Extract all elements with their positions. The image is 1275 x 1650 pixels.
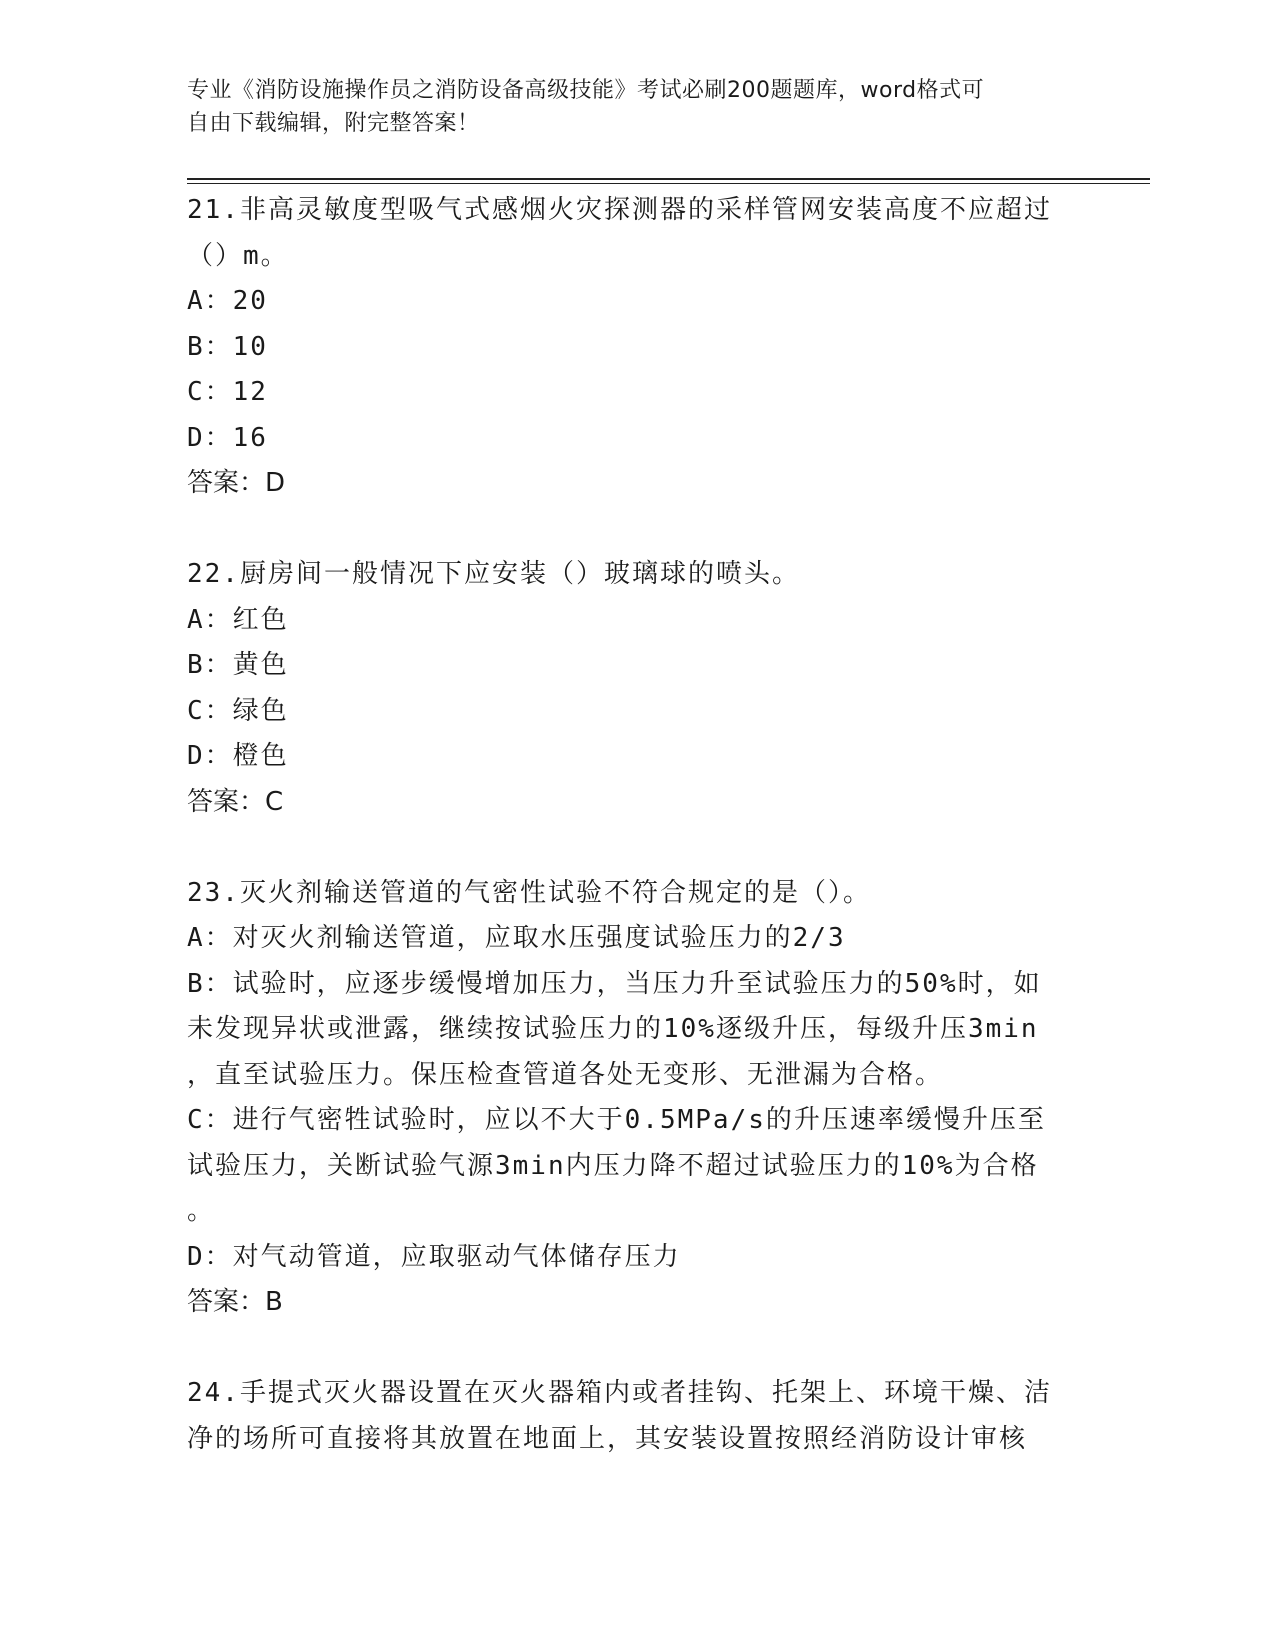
option-text-line: C：绿色 [187,695,289,726]
header-line-1: 专业《消防设施操作员之消防设备高级技能》考试必刷200题题库，word格式可 [187,78,985,103]
answer-line: 答案：B [187,1287,283,1317]
question-spacer [187,825,1087,871]
question-text-line: （）m。 [187,240,289,271]
option-text-line: D：16 [187,422,268,453]
question-spacer [187,507,1087,553]
option-text-line: A：20 [187,286,268,316]
question-block [187,552,1087,871]
option-text-line: 未发现异状或泄露，继续按试验压力的10%逐级升压，每级升压3min [187,1014,1039,1044]
option-text-line: ，直至试验压力。保压检查管道各处无变形、无泄漏为合格。 [187,1059,944,1090]
answer-line: 答案：C [187,786,284,817]
header-rule-thin [187,183,1150,184]
option-text-line: 。 [187,1196,216,1226]
document-header [187,74,1067,140]
option-text-line: B：试验时，应逐步缓慢增加压力，当压力升至试验压力的50%时，如 [187,968,1042,999]
question-list [187,188,1087,1462]
question-block [187,188,1087,552]
header-rule-thick [187,178,1150,180]
answer-line: 答案：D [187,468,286,498]
header-line-2: 自由下载编辑，附完整答案！ [187,111,480,136]
option-text-line: A：红色 [187,604,289,635]
question-text-line: 净的场所可直接将其放置在地面上，其安装设置按照经消防设计审核 [187,1423,1028,1454]
question-text-line: 23.灭火剂输送管道的气密性试验不符合规定的是（）。 [187,877,871,908]
question-text-line: 22.厨房间一般情况下应安装（）玻璃球的喷头。 [187,559,800,589]
option-text-line: D：橙色 [187,741,289,771]
question-block [187,871,1087,1372]
option-text-line: 试验压力，关断试验气源3min内压力降不超过试验压力的10%为合格 [187,1150,1039,1181]
question-text-line: 24.手提式灭火器设置在灭火器箱内或者挂钩、托架上、环境干燥、洁 [187,1378,1052,1408]
option-text-line: D：对气动管道，应取驱动气体储存压力 [187,1241,681,1272]
question-block [187,1371,1087,1462]
option-text-line: B：10 [187,331,268,362]
question-text-line: 21.非高灵敏度型吸气式感烟火灾探测器的采样管网安装高度不应超过 [187,195,1052,225]
option-text-line: B：黄色 [187,650,289,680]
option-text-line: C：进行气密牲试验时，应以不大于0.5MPa/s的升压速率缓慢升压至 [187,1105,1046,1135]
option-text-line: C：12 [187,377,268,407]
option-text-line: A：对灭火剂输送管道，应取水压强度试验压力的2/3 [187,923,846,953]
question-spacer [187,1326,1087,1372]
